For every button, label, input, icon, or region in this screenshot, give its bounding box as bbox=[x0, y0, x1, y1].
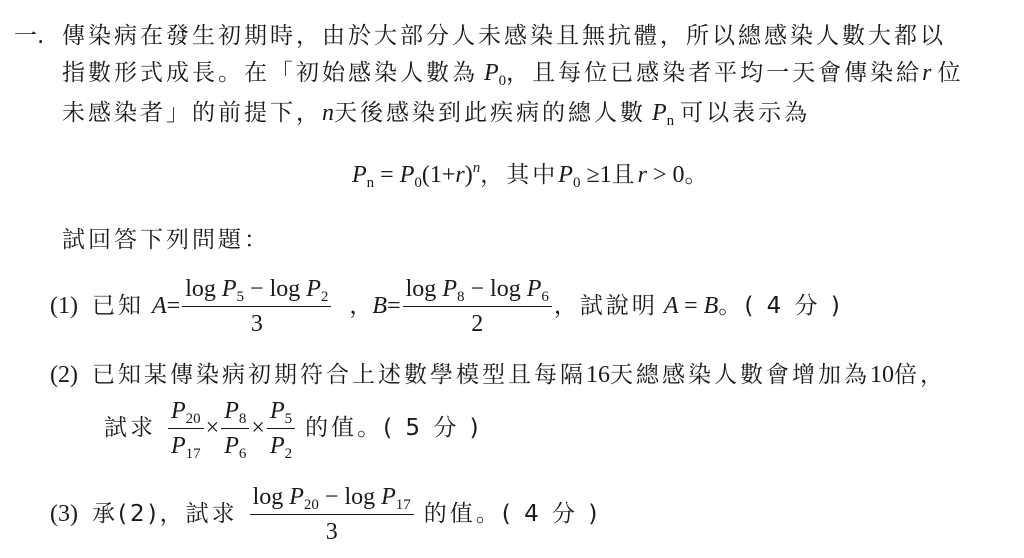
q3-points: 。( 4 分 ) bbox=[475, 501, 601, 527]
formula-where: ，其中 bbox=[480, 162, 559, 188]
q1-var-a: A= bbox=[151, 293, 181, 319]
question-2-line-1 bbox=[50, 360, 946, 390]
formula-line bbox=[352, 160, 711, 190]
q3-text-a: 承(2)，試求 bbox=[91, 501, 238, 527]
q2-text-e: 的值 bbox=[305, 415, 358, 441]
question-1: (1) 已知 A= $\frac{\log P_5 - \log P_2}{3}$ ， B= $\frac{\log P_8 - \log P_6}{2}$ ，試說明 A = B 。( 4 分 ) bbox=[50, 275, 843, 337]
q3-text-b: 的值 bbox=[423, 501, 476, 527]
q1-label: (1) bbox=[50, 293, 78, 319]
q2-text-d: 試求 bbox=[104, 415, 156, 441]
q1-text-b: ，試說明 bbox=[553, 293, 658, 319]
math-pn: $P_n$ bbox=[646, 100, 675, 129]
problem-number: 一. bbox=[14, 23, 45, 49]
q3-label: (3) bbox=[50, 501, 78, 527]
intro-text-2c: 位 bbox=[937, 60, 964, 86]
formula-end: 。 bbox=[684, 162, 711, 188]
q2-text-b: 天總感染人數會增加為 bbox=[609, 362, 870, 388]
intro-text-3c: 可以表示為 bbox=[680, 100, 811, 126]
prompt-text: 試回答下列問題： bbox=[62, 227, 270, 253]
intro-text-2a: 指數形式成長。在「初始感染人數為 bbox=[62, 60, 478, 86]
q2-fraction-3: $\frac{P_5}{P_2}$ bbox=[267, 397, 295, 460]
intro-line-2 bbox=[62, 58, 964, 88]
math-r: r bbox=[922, 60, 938, 86]
q1-points: 。( 4 分 ) bbox=[718, 293, 843, 319]
math-n: n bbox=[322, 100, 334, 126]
q1-fraction-a: $\frac{\log P_5 - \log P_2}{3}$ bbox=[182, 275, 331, 338]
q2-fraction-2: $\frac{P_8}{P_6}$ bbox=[221, 397, 249, 460]
q2-days: 16 bbox=[585, 362, 610, 388]
q2-fraction-1: $\frac{P_{20}}{P_{17}}$ bbox=[168, 397, 204, 460]
q2-points: 。( 5 分 ) bbox=[357, 415, 482, 441]
intro-text-3b: 天後感染到此疾病的總人數 bbox=[334, 100, 646, 126]
q1-var-b: B= bbox=[372, 293, 401, 319]
q1-fraction-b: $\frac{\log P_8 - \log P_6}{2}$ bbox=[403, 275, 552, 338]
q2-text-c: 倍， bbox=[893, 362, 946, 388]
intro-text-3a: 未感染者」的前提下， bbox=[62, 100, 322, 126]
formula-main: $P_n = P_0(1+r)^n$ bbox=[352, 160, 481, 191]
question-3 bbox=[50, 482, 600, 546]
q1-text-a: 已知 bbox=[91, 293, 144, 319]
intro-text-2b: ，且每位已感染者平均一天會傳染給 bbox=[506, 60, 923, 86]
q2-label: (2) bbox=[50, 362, 78, 388]
q1-statement: A = B bbox=[663, 293, 719, 319]
math-p0: $P_0$ bbox=[478, 60, 507, 89]
intro-line-3 bbox=[62, 98, 810, 128]
q2-text-a: 已知某傳染病初期符合上述數學模型且每隔 bbox=[91, 362, 586, 388]
q3-fraction: $\frac{\log P_{20} - \log P_{17}}{3}$ bbox=[250, 483, 414, 546]
formula-cond1: $P_0 \ge 1$ bbox=[558, 162, 612, 191]
intro-text-1: 傳染病在發生初期時，由於大部分人未感染且無抗體，所以總感染人數大都以 bbox=[62, 23, 946, 49]
formula-and: 且 bbox=[611, 162, 638, 188]
q2-times: 10 bbox=[869, 362, 894, 388]
formula-cond2: r > 0 bbox=[637, 162, 685, 188]
question-2-line-2: 試求 $\frac{P_{20}}{P_{17}}$ × $\frac{P_8}{P_6}$ × $\frac{P_5}{P_2}$ 的值 。( 5 分 ) bbox=[104, 397, 482, 462]
prompt-line bbox=[62, 225, 270, 255]
